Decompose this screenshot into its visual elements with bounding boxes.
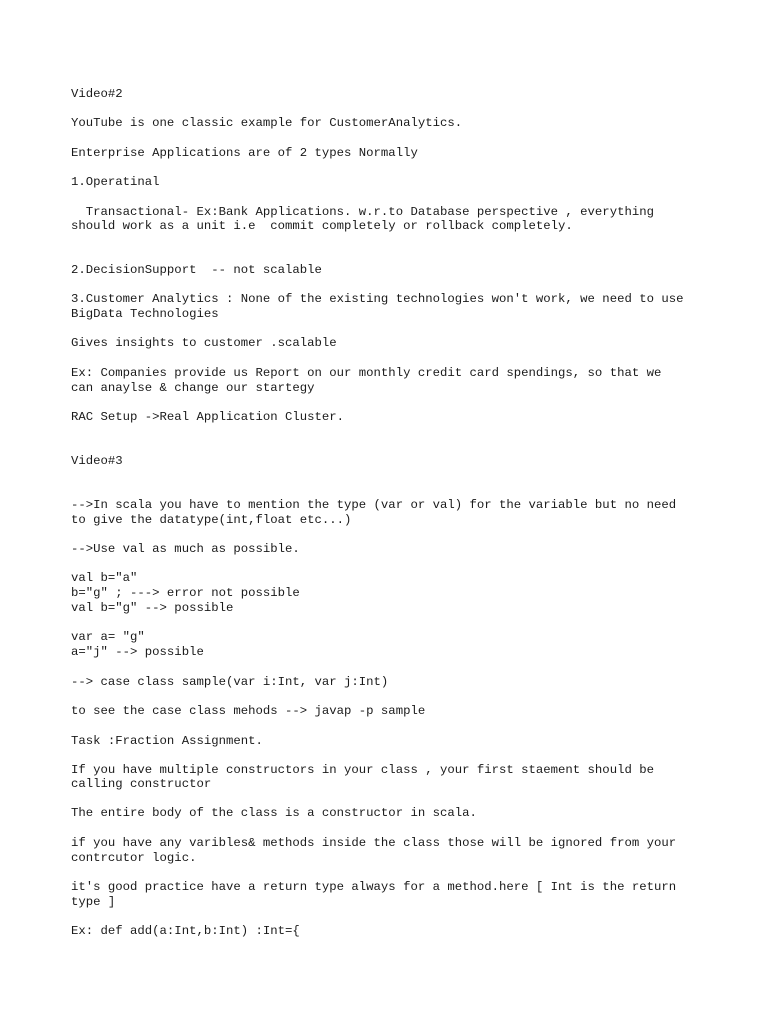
- text-line: it's good practice have a return type always for a method.here [ Int is the return: [71, 880, 677, 894]
- code-line: val b="a": [71, 571, 138, 585]
- text-line: Task :Fraction Assignment.: [71, 734, 263, 748]
- text-line: 1.Operatinal: [71, 175, 160, 189]
- text-line: YouTube is one classic example for CustomerAnalytics.: [71, 116, 463, 130]
- text-line: -->In scala you have to mention the type (var or val) for the variable but no need: [71, 498, 677, 512]
- code-line: b="g" ; ---> error not possible: [71, 586, 300, 600]
- text-line: contrcutor logic.: [71, 851, 197, 865]
- text-line: can anaylse & change our startegy: [71, 381, 315, 395]
- text-line: Gives insights to customer .scalable: [71, 336, 337, 350]
- text-line: should work as a unit i.e commit completely or rollback completely.: [71, 219, 573, 233]
- heading-video-3: Video#3: [71, 454, 123, 468]
- text-line: Enterprise Applications are of 2 types Normally: [71, 146, 418, 160]
- code-line: --> case class sample(var i:Int, var j:Int): [71, 675, 389, 689]
- code-line: a="j" --> possible: [71, 645, 204, 659]
- text-line: BigData Technologies: [71, 307, 219, 321]
- text-line: 2.DecisionSupport -- not scalable: [71, 263, 322, 277]
- text-line: to see the case class mehods --> javap -p sample: [71, 704, 426, 718]
- heading-video-2: Video#2: [71, 87, 123, 101]
- code-line: val b="g" --> possible: [71, 601, 234, 615]
- text-line: -->Use val as much as possible.: [71, 542, 300, 556]
- code-line: Ex: def add(a:Int,b:Int) :Int={: [71, 924, 300, 938]
- code-line: var a= "g": [71, 630, 145, 644]
- text-line: if you have any varibles& methods inside the class those will be ignored from your: [71, 836, 677, 850]
- text-line: type ]: [71, 895, 116, 909]
- text-line: The entire body of the class is a constructor in scala.: [71, 806, 477, 820]
- text-line: Ex: Companies provide us Report on our monthly credit card spendings, so that we: [71, 366, 662, 380]
- text-line: to give the datatype(int,float etc...): [71, 513, 352, 527]
- text-line: RAC Setup ->Real Application Cluster.: [71, 410, 345, 424]
- text-line: calling constructor: [71, 777, 212, 791]
- text-line: Transactional- Ex:Bank Applications. w.r.to Database perspective , everything: [71, 205, 654, 219]
- text-line: 3.Customer Analytics : None of the existing technologies won't work, we need to use: [71, 292, 684, 306]
- text-line: If you have multiple constructors in your class , your first staement should be: [71, 763, 654, 777]
